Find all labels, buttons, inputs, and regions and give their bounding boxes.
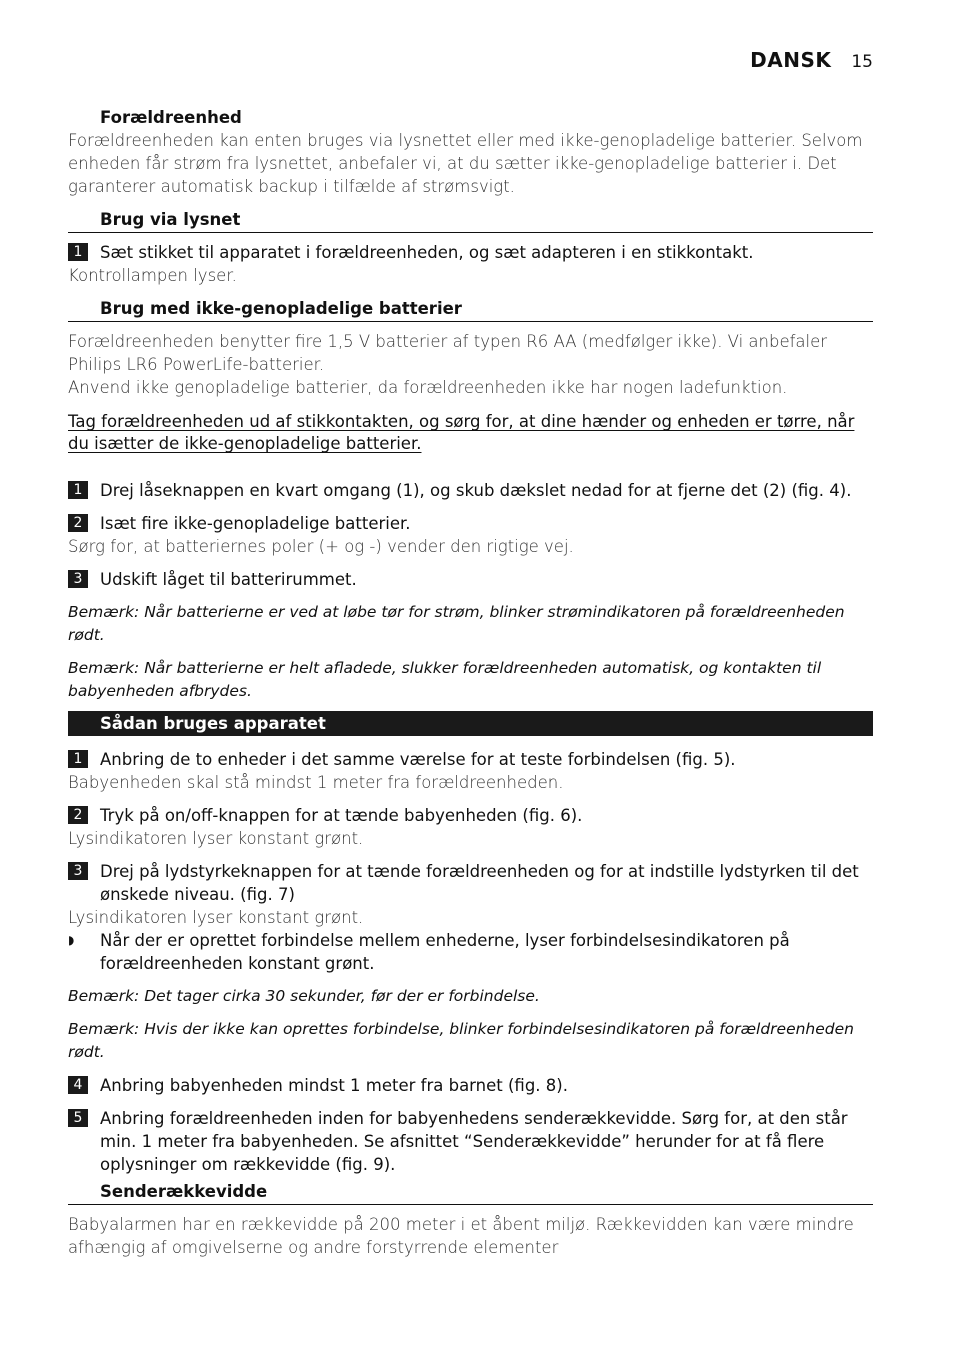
range-body: Babyalarmen har en rækkevidde på 200 meter i et åbent miljø. Rækkevidden kan være mindre afhængig af omgivelserne og andre forstyrrende elementer [68,1215,854,1257]
page-content [68,106,873,1259]
heading-parent-unit: Forældreenhed [100,108,242,127]
usage-step-2-result: Lysindikatoren lyser konstant grønt. [68,829,364,848]
step-text: Drej låseknappen en kvart omgang (1), og skub dækslet nedad for at fjerne det (2) (fig. 4). [100,481,852,500]
batteries-warning: Tag forældreenheden ud af stikkontakten, og sørg for, at dine hænder og enheden er tørre, når du isætter de ikke-genopladelige batterier. [68,412,855,453]
usage-bullet [68,929,873,975]
language-label: DANSK [750,48,832,72]
step-number: 1 [68,481,88,499]
batteries-step-3 [68,568,873,591]
step-text: Anbring de to enheder i det samme værelse for at teste forbindelsen (fig. 5). [100,750,736,769]
usage-step-1-result: Babyenheden skal stå mindst 1 meter fra forældreenheden. [68,773,564,792]
usage-step-5 [68,1107,873,1176]
step-number: 1 [68,243,88,261]
step-number: 3 [68,862,88,880]
heading-mains: Brug via lysnet [68,208,873,233]
step-text: Udskift låget til batterirummet. [100,570,357,589]
step-number: 3 [68,570,88,588]
mains-step-1 [68,241,873,264]
batteries-intro-2: Anvend ikke genopladelige batterier, da forældreenheden ikke har nogen ladefunktion. [68,378,788,397]
step-text: Anbring forældreenheden inden for babyenhedens senderækkevidde. Sørg for, at den står min. 1 meter fra babyenheden. Se afsnittet “Senderækkevidde” herunder for at få flere oplysninger om rækkevidde (fig. 9). [100,1109,848,1174]
batteries-step-2 [68,512,873,535]
step-text: Isæt fire ikke-genopladelige batterier. [100,514,411,533]
step-number: 2 [68,514,88,532]
parent-unit-body: Forældreenheden kan enten bruges via lysnettet eller med ikke-genopladelige batterier. Selvom enheden får strøm fra lysnettet, anbefaler vi, at du sætter ikke-genopladelige batterier i. Det garanterer automatisk backup i tilfælde af strømsvigt. [68,131,863,196]
usage-step-2 [68,804,873,827]
heading-range: Senderækkevidde [68,1180,873,1205]
heading-usage: Sådan bruges apparatet [68,711,873,736]
batteries-note-1: Bemærk: Når batterierne er ved at løbe tør for strøm, blinker strømindikatoren på forældreenheden rødt. [68,603,845,644]
step-text: Tryk på on/off-knappen for at tænde babyenheden (fig. 6). [100,806,583,825]
usage-step-1 [68,748,873,771]
step-text: Drej på lydstyrkeknappen for at tænde forældreenheden og for at indstille lydstyrken til det ønskede niveau. (fig. 7) [100,862,859,904]
usage-step-3 [68,860,873,906]
step-text: Sæt stikket til apparatet i forældreenheden, og sæt adapteren i en stikkontakt. [100,243,754,262]
step-number: 2 [68,806,88,824]
step-number: 1 [68,750,88,768]
heading-batteries: Brug med ikke-genopladelige batterier [68,297,873,322]
step-number: 4 [68,1076,88,1094]
page-header [750,48,873,72]
usage-note-2: Bemærk: Hvis der ikke kan oprettes forbindelse, blinker forbindelsesindikatoren på forældreenheden rødt. [68,1020,854,1061]
batteries-note-2: Bemærk: Når batterierne er helt afladede, slukker forældreenheden automatisk, og kontakten til babyenheden afbrydes. [68,659,822,700]
bullet-icon: ◗ [68,933,75,947]
usage-note-1: Bemærk: Det tager cirka 30 sekunder, før der er forbindelse. [68,987,540,1005]
step-number: 5 [68,1109,88,1127]
bullet-text: Når der er oprettet forbindelse mellem enhederne, lyser forbindelsesindikatoren på forældreenheden konstant grønt. [100,931,790,973]
step-text: Anbring babyenheden mindst 1 meter fra barnet (fig. 8). [100,1076,568,1095]
usage-step-4 [68,1074,873,1097]
batteries-step-2-result: Sørg for, at batteriernes poler (+ og -) vender den rigtige vej. [68,537,574,556]
mains-step-1-result: Kontrollampen lyser. [68,266,237,285]
batteries-step-1 [68,479,873,502]
page-number: 15 [851,52,873,72]
batteries-intro-1: Forældreenheden benytter fire 1,5 V batterier af typen R6 AA (medfølger ikke). Vi anbefaler Philips LR6 PowerLife-batterier. [68,332,828,374]
usage-step-3-result: Lysindikatoren lyser konstant grønt. [68,908,364,927]
